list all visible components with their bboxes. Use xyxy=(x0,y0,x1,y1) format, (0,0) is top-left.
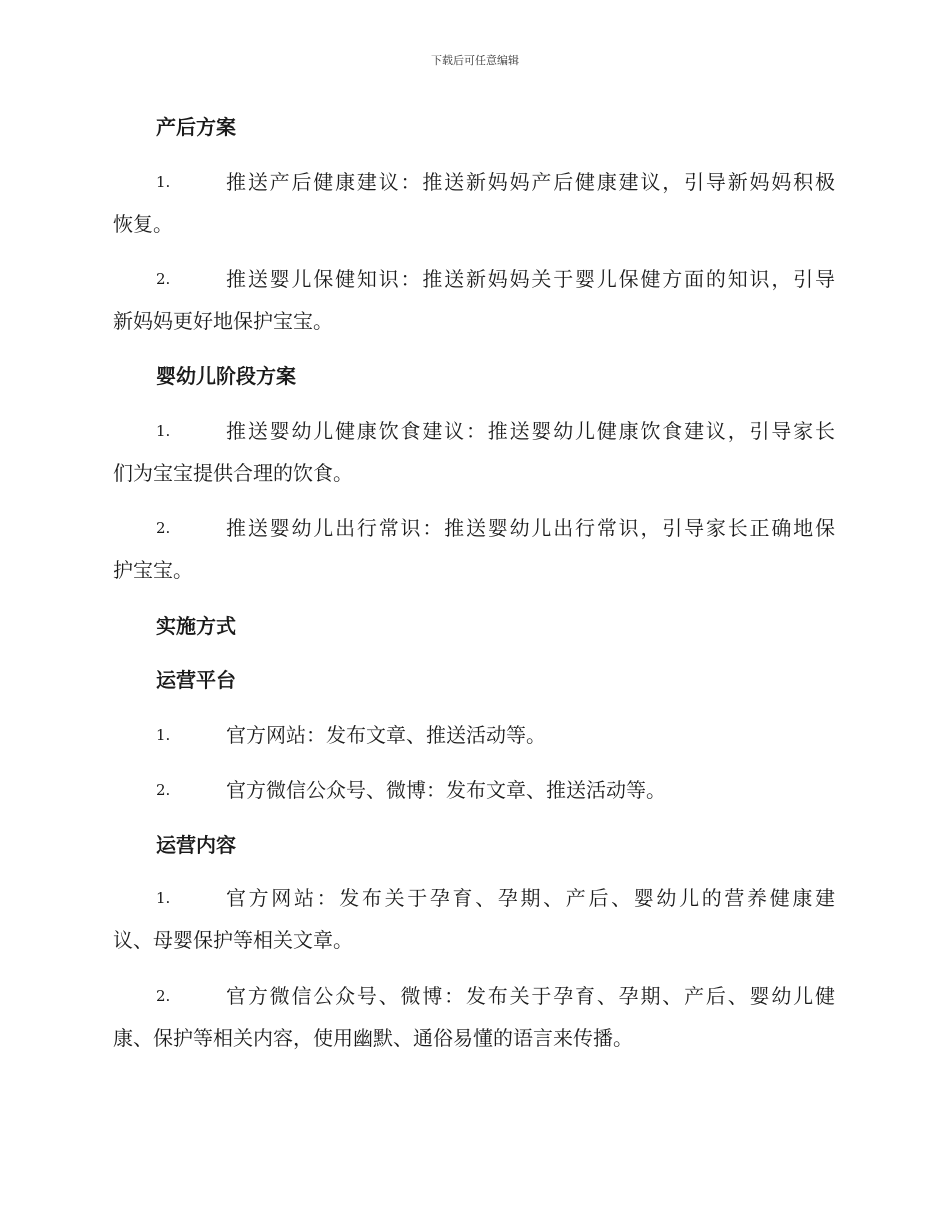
list-item-number: 1. xyxy=(156,726,171,744)
list-item xyxy=(113,877,835,961)
list-item-number: 1. xyxy=(156,173,171,191)
list-item-text-line1: 推送婴儿保健知识：推送新妈妈关于婴儿保健方面的知识，引导 xyxy=(226,267,835,291)
section-heading-postpartum: 产后方案 xyxy=(156,115,236,139)
list-item xyxy=(113,975,835,1059)
list-item-text-line1: 官方微信公众号、微博：发布关于孕育、孕期、产后、婴幼儿健 xyxy=(226,984,835,1008)
list-item-text-line1: 官方微信公众号、微博：发布文章、推送活动等。 xyxy=(226,778,666,802)
list-item-text-line1: 推送婴幼儿健康饮食建议：推送婴幼儿健康饮食建议，引导家长 xyxy=(226,419,835,443)
page-header-note: 下载后可任意编辑 xyxy=(431,54,519,67)
list-item-text-line2: 康、保护等相关内容，使用幽默、通俗易懂的语言来传播。 xyxy=(113,1026,633,1050)
list-item xyxy=(113,258,835,342)
list-item-text-line2: 恢复。 xyxy=(113,212,173,236)
list-item xyxy=(113,714,835,756)
list-item-number: 2. xyxy=(156,270,171,288)
section-heading-platform: 运营平台 xyxy=(156,668,236,692)
list-item-number: 1. xyxy=(156,889,171,907)
list-item-text-line1: 官方网站：发布关于孕育、孕期、产后、婴幼儿的营养健康建 xyxy=(226,886,835,910)
list-item xyxy=(113,161,835,245)
list-item-number: 2. xyxy=(156,987,171,1005)
section-heading-implementation: 实施方式 xyxy=(156,614,236,638)
list-item-number: 2. xyxy=(156,781,171,799)
section-heading-content: 运营内容 xyxy=(156,833,236,857)
list-item-number: 1. xyxy=(156,422,171,440)
list-item-text-line2: 护宝宝。 xyxy=(113,558,193,582)
list-item xyxy=(113,769,835,811)
list-item-text-line2: 新妈妈更好地保护宝宝。 xyxy=(113,309,333,333)
list-item-number: 2. xyxy=(156,519,171,537)
list-item-text-line1: 推送产后健康建议：推送新妈妈产后健康建议，引导新妈妈积极 xyxy=(226,170,835,194)
list-item-text-line1: 推送婴幼儿出行常识：推送婴幼儿出行常识，引导家长正确地保 xyxy=(226,516,835,540)
list-item xyxy=(113,507,835,591)
list-item-text-line2: 们为宝宝提供合理的饮食。 xyxy=(113,461,353,485)
section-heading-infant: 婴幼儿阶段方案 xyxy=(156,364,296,388)
list-item-text-line1: 官方网站：发布文章、推送活动等。 xyxy=(226,723,546,747)
list-item xyxy=(113,410,835,494)
list-item-text-line2: 议、母婴保护等相关文章。 xyxy=(113,928,353,952)
